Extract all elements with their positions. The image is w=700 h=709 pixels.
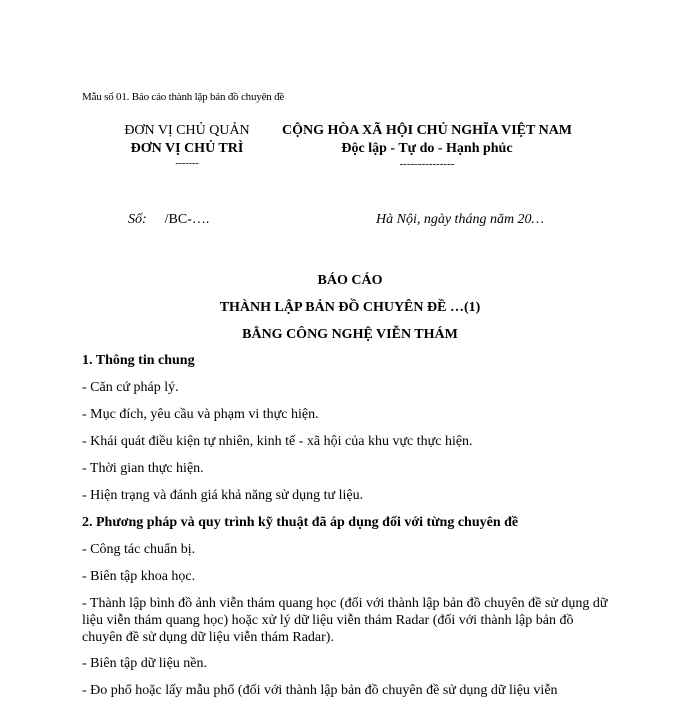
place-date: Hà Nội, ngày tháng năm 20… bbox=[376, 212, 544, 227]
presiding-unit: ĐƠN VỊ CHỦ TRÌ bbox=[130, 141, 244, 156]
title-line-3: BẰNG CÔNG NGHỆ VIỄN THÁM bbox=[242, 327, 458, 342]
document-number bbox=[128, 212, 209, 228]
list-item: - Biên tập khoa học. bbox=[82, 569, 196, 584]
list-item: - Thành lập bình đồ ảnh viễn thám quang học (đối với thành lập bản đồ chuyên đề sử dụng dữ liệu viễn thám quang học) hoặc xử lý dữ liệu viễn thám Radar (đối với thành lập bản đồ chuyên đề sử dụng dữ liệu viễn thám Radar). bbox=[82, 596, 608, 645]
section-heading: 1. Thông tin chung bbox=[82, 353, 195, 368]
managing-unit: ĐƠN VỊ CHỦ QUẢN bbox=[124, 123, 250, 138]
report-title bbox=[0, 272, 700, 353]
list-item: - Công tác chuẩn bị. bbox=[82, 542, 196, 557]
list-item: - Thời gian thực hiện. bbox=[82, 461, 204, 476]
form-number: Mẫu số 01. Báo cáo thành lập bản đồ chuyên đề bbox=[82, 91, 285, 103]
section-heading: 2. Phương pháp và quy trình kỹ thuật đã áp dụng đối với từng chuyên đề bbox=[82, 515, 519, 530]
title-line-2: THÀNH LẬP BẢN ĐỒ CHUYÊN ĐỀ …(1) bbox=[219, 300, 481, 315]
list-item: - Mục đích, yêu cầu và phạm vi thực hiện. bbox=[82, 407, 319, 422]
header-right bbox=[282, 122, 572, 170]
list-item: - Căn cứ pháp lý. bbox=[82, 380, 179, 395]
list-item: - Biên tập dữ liệu nền. bbox=[82, 656, 208, 671]
title-line-1: BÁO CÁO bbox=[317, 273, 383, 288]
header-left bbox=[97, 122, 277, 170]
country-name: CỘNG HÒA XÃ HỘI CHỦ NGHĨA VIỆT NAM bbox=[282, 123, 573, 138]
number-label: Số: bbox=[128, 212, 147, 227]
header-left-separator: ------- bbox=[175, 158, 199, 169]
list-item: - Hiện trạng và đánh giá khả năng sử dụng tư liệu. bbox=[82, 488, 364, 503]
header-right-separator: --------------- bbox=[399, 158, 455, 170]
list-item: - Đo phổ hoặc lấy mẫu phổ (đối với thành lập bản đồ chuyên đề sử dụng dữ liệu viễn bbox=[82, 683, 558, 698]
report-content bbox=[82, 352, 616, 709]
number-value: /BC-…. bbox=[164, 212, 210, 227]
national-motto: Độc lập - Tự do - Hạnh phúc bbox=[341, 141, 513, 156]
list-item: - Khái quát điều kiện tự nhiên, kinh tế - xã hội của khu vực thực hiện. bbox=[82, 434, 473, 449]
